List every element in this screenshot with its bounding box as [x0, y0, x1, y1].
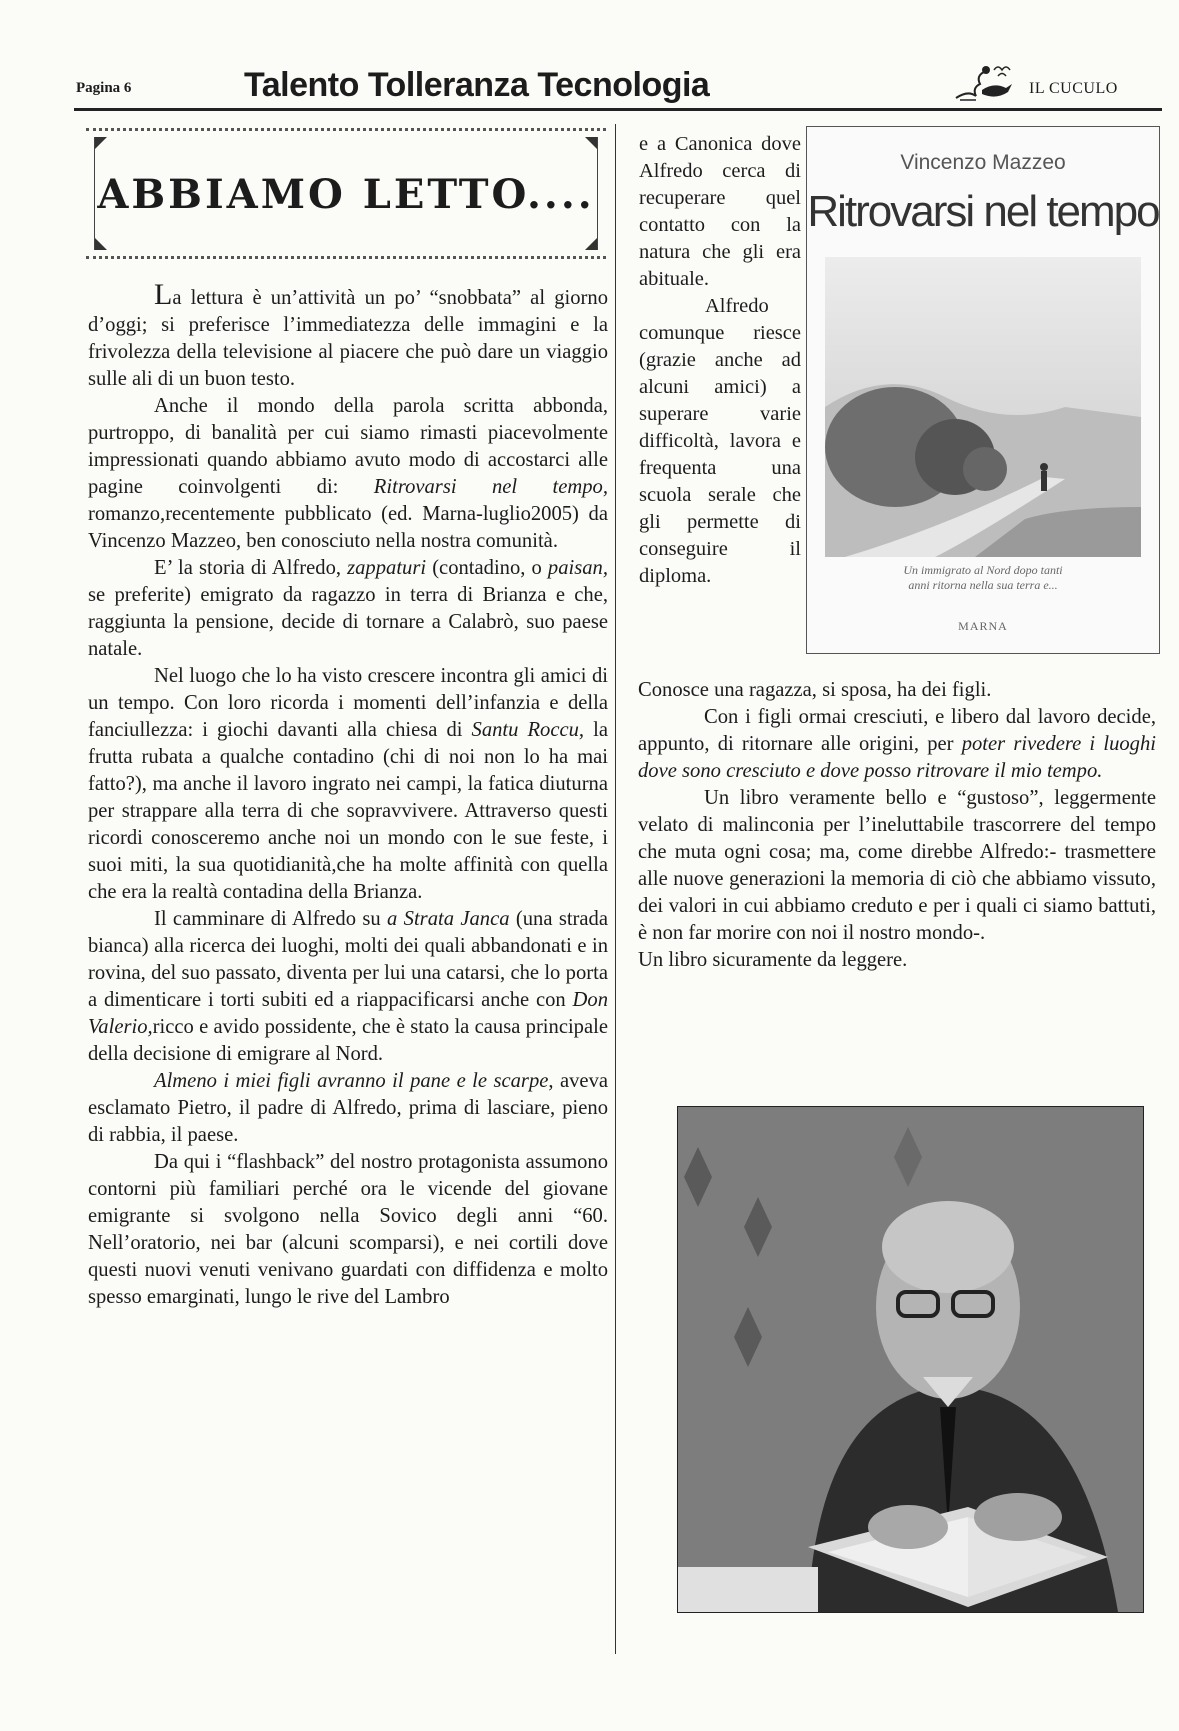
publication-name: IL CUCULO	[1029, 80, 1118, 97]
dialect-word: zappaturi	[347, 557, 427, 579]
title-frame	[94, 137, 598, 250]
paragraph	[638, 704, 1156, 785]
paragraph-text: ricco e avido possidente, che è stato la causa principale della decisione di emigrare al Nord.	[88, 1016, 608, 1065]
paragraph: Un libro sicuramente da leggere.	[638, 949, 908, 971]
subtitle-line: anni ritorna nella sua terra e...	[908, 578, 1058, 592]
cuckoo-logo-icon	[946, 60, 1026, 104]
paragraph-text: a lettura è un’attività un po’ “snobbata” al giorno d’oggi; si preferisce l’immediatezza delle immagini e la frivolezza della televisione al piacere che può dare un viaggio sulle ali di un buon testo.	[88, 287, 608, 390]
paragraph: Alfredo comunque riesce (grazie anche ad alcuni amici) a superare varie difficoltà, lavora e frequenta una scuola serale che gli permette di conseguire il diploma.	[639, 295, 801, 587]
section-title-box	[86, 128, 606, 259]
paragraph-text: (contadino, o	[426, 557, 548, 579]
author-reading-photo	[677, 1106, 1144, 1613]
paragraph-text: Anche il mondo della parola scritta abbonda, purtroppo, di banalità per cui siamo rimasti piacevolmente impressionati quando abbiamo avuto modo di accostarci alle pagine coinvolgenti di:	[88, 395, 608, 498]
dialect-word: paisan,	[547, 557, 608, 579]
section-title: ABBIAMO LETTO....	[97, 171, 595, 218]
paragraph: e a Canonica dove Alfredo cerca di recuperare quel contatto con la natura che gli era abituale.	[639, 133, 801, 290]
book-subtitle	[807, 563, 1159, 593]
book-publisher: MARNA	[958, 619, 1008, 633]
paragraph-text: (una strada bianca) alla ricerca dei luoghi, molti dei quali abbandonati e in rovina, del suo passato, diventa per lui una catarsi, che lo porta a dimenticare i torti subiti ed a riappacificarsi anche con	[88, 908, 608, 1011]
paragraph-text: romanzo,recentemente pubblicato (ed. Marna-luglio2005) da Vincenzo Mazzeo, ben conosciuto nella nostra comunità.	[88, 503, 608, 552]
character-name: Don Valerio,	[88, 989, 608, 1038]
paragraph	[88, 663, 608, 906]
book-author: Vincenzo Mazzeo	[900, 151, 1066, 174]
subtitle-line: Un immigrato al Nord dopo tanti	[903, 563, 1063, 577]
paragraph: Da qui i “flashback” del nostro protagonista assumono contorni più familiari perché ora le vicende del giovane emigrante si svolgono nella Sovico degli anni “60. Nell’oratorio, nei bar (alcuni scomparsi), e nei cortili dove questi nuovi venuti venivano guardati con diffidenza e molto spesso emarginati, lungo le rive del Lambro	[88, 1151, 608, 1308]
paragraph-text: Il camminare di Alfredo su	[154, 908, 388, 930]
page-number: Pagina 6	[76, 80, 132, 96]
article-column-right-narrow	[639, 131, 801, 590]
paragraph-text: , aveva esclamato Pietro, il padre di Alfredo, prima di lasciare, pieno di rabbia, il paese.	[88, 1070, 609, 1146]
paragraph	[88, 278, 608, 393]
corner-ornament	[95, 137, 107, 149]
paragraph-text: Nel luogo che lo ha visto crescere incontra gli amici di un tempo. Con loro ricorda i momenti dell’infanzia e della fanciullezza: i giochi davanti alla chiesa di	[88, 665, 608, 741]
header-rule	[74, 108, 1162, 111]
paragraph	[88, 393, 608, 555]
dialect-word: Santu Roccu,	[471, 719, 585, 741]
paragraph-text: E’ la storia di Alfredo,	[154, 557, 348, 579]
quote-italic: Almeno i miei figli avranno il pane e le scarpe	[154, 1070, 549, 1092]
quote-italic: poter rivedere i luoghi dove sono cresciuto e dove posso ritrovare il mio tempo.	[638, 733, 1156, 782]
paragraph	[88, 906, 608, 1068]
page-header	[74, 60, 1162, 110]
book-cover-image	[806, 126, 1160, 654]
paragraph-text: se preferite) emigrato da ragazzo in terra di Brianza e che, raggiunta la pensione, decide di tornare a Calabrò, suo paese natale.	[88, 584, 608, 660]
paragraph: Un libro veramente bello e “gustoso”, leggermente velato di malinconia per l’ineluttabile trascorrere del tempo che muta ogni cosa; ma, come direbbe Alfredo:- trasmettere alle nuove generazioni la memoria di ciò che abbiamo vissuto, dei valori in cui abbiamo creduto e per i quali ci siamo battuti, è non far morire con noi il nostro mondo-.	[638, 787, 1156, 944]
corner-ornament	[585, 238, 597, 250]
paragraph: Conosce una ragazza, si sposa, ha dei figli.	[638, 679, 992, 701]
dialect-word: a Strata Janca	[387, 908, 510, 930]
drop-cap: L	[154, 278, 173, 311]
paragraph	[88, 555, 608, 663]
masthead-title: Talento Tolleranza Tecnologia	[244, 66, 710, 104]
corner-ornament	[95, 238, 107, 250]
book-title: Ritrovarsi nel tempo	[807, 187, 1159, 236]
article-column-left	[88, 278, 609, 1311]
corner-ornament	[585, 137, 597, 149]
paragraph	[88, 1068, 608, 1149]
paragraph-text: la frutta rubata a qualche contadino (chi di noi non lo ha mai fatto?), ma anche il lavoro ingrato nei campi, la fatica diuturna per strappare alla terra di che sopravvivere. Attraverso questi ricordi conosceremo anche noi un mondo con le sue feste, i suoi miti, la sua quotidianità,che ha molte affinità con quella che era la realtà contadina della Brianza.	[88, 719, 608, 903]
paragraph-text: Con i figli ormai cresciuti, e libero dal lavoro decide, appunto, di ritornare alle origini, per	[638, 706, 1156, 755]
book-title-italic: Ritrovarsi nel tempo,	[373, 476, 608, 498]
article-column-right	[638, 677, 1156, 974]
column-divider	[615, 124, 616, 1654]
